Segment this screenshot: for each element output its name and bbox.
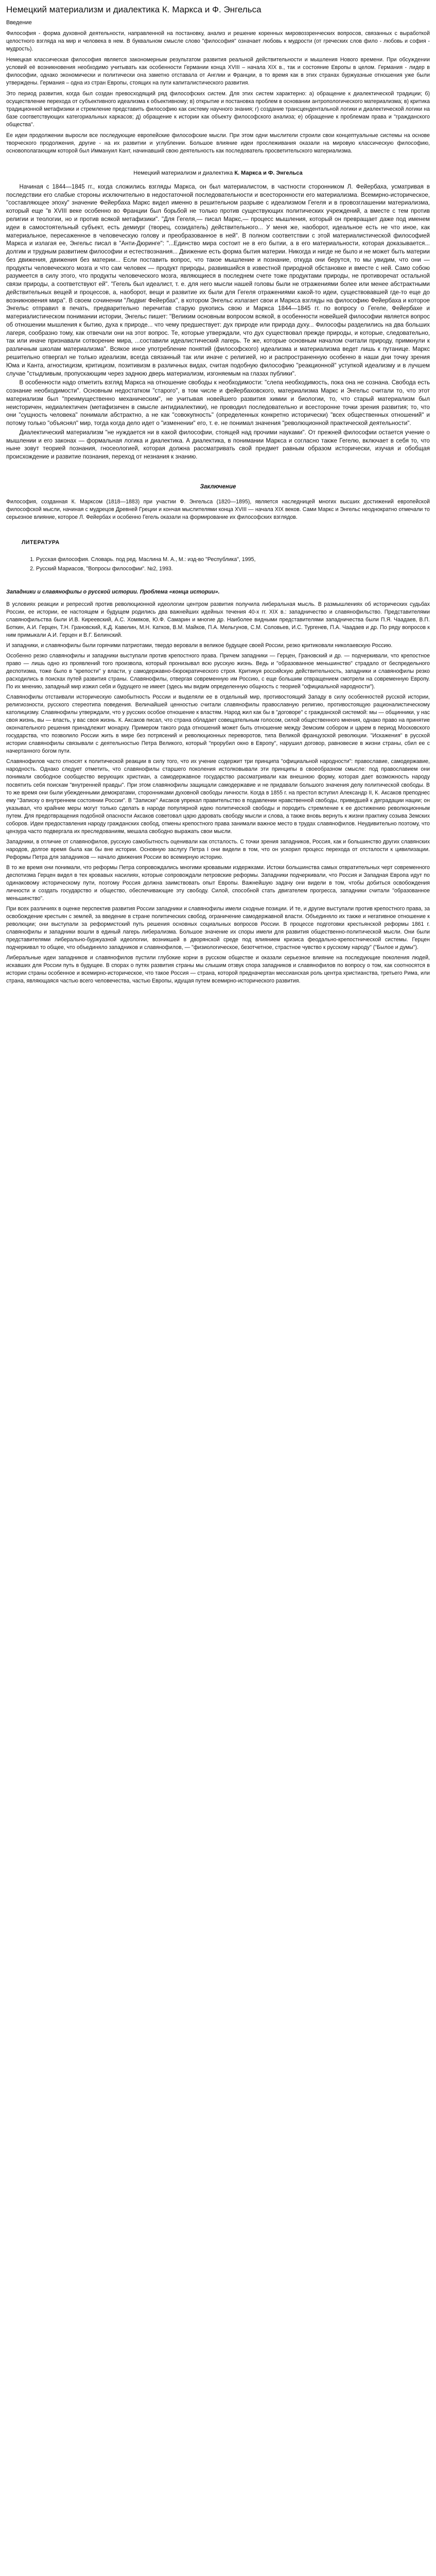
body-paragraph: Славянофилы отстаивали историческую самобытность России и выделяли ее в отдельный мир, противостоящий Западу в силу особенностей русской истории, религиозности, русского стереотипа поведения. Величайшей ценностью считали славянофилы православную религию, противостоящую рационалистическому католицизму. Славянофилы утверждали, что у русских особое отношение к властям. Народ жил как бы в "договоре" с гражданской системой: мы — общинники, у нас своя жизнь, вы — власть, у вас своя жизнь. К. Аксаков писал, что страна обладает совещательным голосом, силой общественного мнения, однако право на принятие окончательного решения принадлежит монарху. Примером такого рода отношений может быть отношение между Земским собором и царем в период Московского государства, что позволило России жить в мире без потрясений и революционных переворотов, типа Великой французской революции. "Искажения" в русской истории славянофилы связывали с деятельностью Петра Великого, который "прорубил окно в Европу", нарушил договор, равновесие в жизни страны, сбил ее с начертанного богом пути. xyxy=(6,694,430,755)
intro-paragraph: Это период развития, когда был создан превосходящий ряд философских систем. Для этих систем характерно: а) обращение к диалектической традиции; б) осуществление перехода от субъективного идеализма к объективному; в) открытие и постановка проблем в основании антропологического материализма; в) критика традиционной метафизики и стремление представить философию как систему научного знания; г) создание трансцендентальной логики и диалектической логики на базе соответствующих категориальных каркасов; д) обращение к истории как объекту философского анализа; е) обращение к проблемам права и "гражданского общества". xyxy=(6,91,430,128)
body-paragraph: Западники, в отличие от славянофилов, русскую самобытность оценивали как отсталость. С точки зрения западников, Россия, как и большинство других славянских народов, долгое время была как бы вне истории. Основную заслугу Петра I они видели в том, что он ускорил процесс перехода от отсталости к цивилизации. Реформы Петра для западников — начало движения России во всемирную историю. xyxy=(6,838,430,860)
intro-paragraph: Немецкая классическая философия является закономерным результатом развития реальной действительности и мышления Нового времени. При обсуждении условий её возникновения необходимо учитывать как особенности Германии конца XVIII – начала XIX в., так и состояние Европы в целом. Германия - лидер в философии, однако экономически и политически она заметно отставала от Англии и Франции, в то время как в этих странах буржуазные отношения уже были утверждены. Германия – одна из стран Европы, стоящих на пути капиталистического развития. xyxy=(6,56,430,87)
literature-item: 2. Русский Мариасов, "Вопросы философии". №2, 1993. xyxy=(36,565,430,573)
body-paragraph: Начиная с 1844—1845 гг., когда сложились взгляды Маркса, он был материалистом, в частности сторонником Л. Фейербаха, усматривая в последствии его слабые стороны исключительно в недостаточной последовательности и всесторонности его материализма. Всемирно-историческое, "составляющее эпоху" значение Фейербаха Маркс видел именно в решительном разрыве с идеализмом Гегеля и в провозглашении материализма, который еще "в XVIII веке особенно во Франции был борьбой не только против существующих политических учреждений, а вместе с тем против религии и теологии, но и против всякой метафизики". "Для Гегеля,— писал Маркс,— процесс мышления, который он превращает даже под именем идеи в самостоятельный субъект, есть демиург (творец, созидатель) действительного... У меня же, наоборот, идеальное есть не что иное, как материальное, пересаженное в человеческую голову и преобразованное в ней". В полном соответствии с этой материалистической философией Маркса и излагая ее, Энгельс писал в "Анти-Дюринге": "...Единство мира состоит не в его бытии, а в его материальности, которая доказывается... долгим и трудным развитием философии и естествознания... Движение есть форма бытия материи. Никогда и нигде не было и не может быть материи без движения, движения без материи... Если поставить вопрос, что такое мышление и познание, откуда они берутся, то мы увидим, что они — продукты человеческого мозга и что сам человек — продукт природы, развившийся в известной природной обстановке и вместе с ней. Само собою разумеется в силу этого, что продукты человеческого мозга, являющиеся в последнем счете тоже продуктами природы, не противоречат остальной связи природы, а соответствуют ей". "Гегель был идеалист, т. е. для него мысли нашей головы были не отражениями более или менее абстрактными действительных вещей и процессов, а, наоборот, вещи и развитие их были для Гегеля отражениями какой-то идеи, существовавшей где-то еще до возникновения мира". В своем сочинении "Людвиг Фейербах", в котором Энгельс излагает свои и Маркса взгляды на философию Фейербаха и которое Энгельс отправил в печать, предварительно перечитав старую рукопись свою и Маркса 1844—1845 гг. по вопросу о Гегеле, Фейербахе и материалистическом понимании истории, Энгельс пишет: "Великим основным вопросом всякой, в особенности новейшей философии является вопрос об отношении мышления к бытию, духа к природе... что чему предшествует: дух природе или природа духу... Философы разделились на два больших лагеря, сообразно тому, как отвечали они на этот вопрос. Те, которые утверждали, что дух существовал прежде природы, и которые, следовательно, так или иначе признавали сотворение мира, ...составили идеалистический лагерь. Те же, которые основным началом считали природу, примкнули к различным школам материализма". Всякое иное употребление понятий (философского) идеализма и материализма ведет лишь к путанице. Маркс решительно отвергал не только идеализм, всегда связанный так или иначе с религией, но и распространенную особенно в наши дни точку зрения Юма и Канта, агностицизм, критицизм, позитивизм в различных видах, считая подобную философию "реакционной" уступкой идеализму и в лучшем случае "стыдливым, пропускающим через заднюю дверь материализм, изгоняемым на глазах публики". xyxy=(6,183,430,377)
body-paragraph: Либеральные идеи западников и славянофилов пустили глубокие корни в русском обществе и оказали серьезное влияние на последующие поколения людей, искавших для России путь в будущее. В спорах о путях развития страны мы слышим отзвук спора западников и славянофилов по вопросу о том, как соотносятся в истории страны особенное и всемирно-историческое, что такое Россия — страна, которой предначертан мессианская роль центра христианства, третьего Рима, или страна, являющаяся частью всего человечества, частью Европы, идущая путем всемирно-исторического развития. xyxy=(6,955,430,985)
body-paragraph: В то же время они понимали, что реформы Петра сопровождались многими кровавыми издержками. Истоки большинства самых отвратительных черт современного деспотизма Герцен видел в тех кровавых насилиях, которые сопровождали петровские реформы. Западники подчеркивали, что Россия и Западная Европа идут по одинаковому историческому пути, поэтому Россия должна заимствовать опыт Европы. Важнейшую задачу они видели в том, чтобы добиться освобождения личности и создать государство и общество, обеспечивающие эту свободу. Силой, способной стать двигателем прогресса, западники считали "образованное меньшинство". xyxy=(6,864,430,902)
conclusion-heading: Заключение xyxy=(200,483,236,490)
literature-heading: ЛИТЕРАТУРА xyxy=(22,539,60,546)
body-paragraph: Диалектический материализм "не нуждается ни в какой философии, стоящей над прочими науками". От прежней философии остается учение о мышлении и его законах — формальная логика и диалектика. А диалектика, в понимании Маркса и согласно также Гегелю, включает в себя то, что ныне зовут теорией познания, гносеологией, которая должна рассматривать свой предмет равным образом исторически, изучая и обобщая происхождение и развитие познания, переход от незнания к знанию. xyxy=(6,429,430,461)
body-paragraph: Славянофилов часто относят к политической реакции в силу того, что их учение содержит три принципа "официальной народности": православие, самодержавие, народность. Однако следует отметить, что славянофилы старшего поколения истолковывали эти принципы в своеобразном смысле: под православием они понимали свободное сообщество верующих христиан, а самодержавное государство рассматривали как внешнюю форму, которая дает возможность народу посвятить себя поискам "внутренней правды". При этом славянофилы защищали самодержавие и не придавали большого значения делу политической свободы. В то же время они были убежденными демократами, сторонниками духовной свободы личности. Когда в 1855 г. на престол вступил Александр II, К. Аксаков преподнес ему "Записку о внутреннем состоянии России". В "Записке" Аксаков упрекал правительство в подавлении нравственной свободы, приведшей к деградации нации; он указывал, что крайние меры могут только сделать в народе популярной идею политической свободы и породить стремление к ее достижению революционным путем. Для предотвращения подобной опасности Аксаков советовал царю даровать свободу мысли и слова, а также вновь вернуть к жизни практику созыва Земских соборов. Идеи предоставления народу гражданских свобод, отмены крепостного права занимали важное место в трудах славянофилов. Неудивительно поэтому, что цензура часто подвергала их преследованиям, мешала свободно выражать свои мысли. xyxy=(6,758,430,835)
body-paragraph: И западники, и славянофилы были горячими патриотами, твердо веровали в великое будущее своей России, резко критиковали николаевскую Россию. xyxy=(6,642,393,649)
intro-section xyxy=(6,19,430,155)
literature-item: 1. Русская философия. Словарь. под ред. Маслина М. А., М.: изд-во "Республика", 1995, xyxy=(36,556,430,564)
section-title xyxy=(6,170,430,178)
intro-paragraph: Философия - форма духовной деятельности, направленной на постановку, анализ и решение коренных мировоззренческих вопросов, связанных с выработкой целостного взгляда на мир и человека в нем. В буквальном смысле слово "философия" означает любовь к мудрости (от греческих слов фило - любовь и софия - мудрость). xyxy=(6,30,430,52)
intro-heading: Введение xyxy=(6,20,32,26)
body-paragraph: При всех различиях в оценке перспектив развития России западники и славянофилы имели сходные позиции. И те, и другие выступали против крепостного права, за освобождение крестьян с землей, за введение в стране политических свобод, ограничение самодержавной власти. Объединяло их также и негативное отношение к революции; они выступали за реформистский путь решения основных социальных вопросов России. В процессе подготовки крестьянской реформы 1861 г. славянофилы и западники вошли в единый лагерь либерализма. Большое значение их споры имели для развития общественно-политической мысли. Они были представителями либерально-буржуазной идеологии, возникшей в дворянской среде под влиянием кризиса феодально-крепостнической системы. Герцен подчеркивал то общее, что объединяло западников и славянофилов, — "физиологическое, безотчетное, страстное чувство к русскому народу" ("Былое и думы"). xyxy=(6,905,430,951)
page-title: Немецкий материализм и диалектика К. Маркса и Ф. Энгельса xyxy=(6,5,261,14)
intro-paragraph: Ее идеи продолжении выросли все последующие европейские философские мысли. При этом одни мыслители строили свои концептуальные системы на основе творческого продолжения, другие - на их развитии и углублении. Большое влияние идеи прослеживания оказали на мировую классическую философию, основополагающим которой был Иммануил Кант, начинавший свою деятельность как последователь просветительского материализма. xyxy=(6,132,430,155)
conclusion-paragraph: Философия, созданная К. Марксом (1818—1883) при участии Ф. Энгельса (1820—1895), является наследницей многих высших достижений европейской философской мысли, начиная с мудрецов Древней Греции и кончая мыслителями конца XVIII — начала XIX веков. Сами Маркс и Энгельс неоднократно отмечали то серьезное влияние, которое Л. Фейербах и особенно Гегель оказали на формирование их философских взглядов. xyxy=(6,499,430,521)
marx-engels-section xyxy=(6,170,430,461)
body-paragraph: Особенно резко славянофилы и западники выступали против крепостного права. Причем западники — Герцен, Грановский и др. — подчеркивали, что крепостное право — лишь одно из проявлений того произвола, который пронизывал всю русскую жизнь. Ведь и "образованное меньшинство" страдало от беспредельного деспотизма, тоже было в "крепости" у власти, у самодержавно-бюрократического строя. Критикуя российскую действительность, западники и славянофилы резко расходились в поисках путей развития страны. Славянофилы, отвергая современную им Россию, с еще большим отвращением смотрели на современную Европу. По их мнению, западный мир изжил себя и будущего не имеет (здесь мы видим определенную общность с теорией "официальной народности"). xyxy=(6,653,430,690)
literature-list xyxy=(6,556,430,573)
document-page xyxy=(0,0,436,985)
section-title-prefix: Немецкий материализм и диалектика xyxy=(133,170,233,177)
westernizers-slavophiles-section xyxy=(6,588,430,985)
section-title-names: К. Маркса и Ф. Энгельса xyxy=(234,170,303,177)
body-paragraph: В особенности надо отметить взгляд Маркса на отношение свободы к необходимости: "слепа необходимость, пока она не сознана. Свобода есть сознание необходимости". Основным недостатком "старого", в том числе и фейербаховского, материализма Маркс и Энгельс считали то, что этот материализм был "преимущественно механическим", не учитывая новейшего развития химии и биологии, то, что старый материализм был неисторичен, недиалектичен (метафизичен в смысле антидиалектики), не проводил последовательно и всесторонне точки зрения развития; то, что они "сущность человека" понимали абстрактно, а не как "совокупность" (определенных конкретно исторически) "всех общественных отношений" и потому только "объяснял" мир, тогда когда дело идет о "изменении" его, т. е. не понимал значения "революционной практической деятельности". xyxy=(6,379,430,427)
literature-section xyxy=(6,539,430,573)
body-paragraph: В условиях реакции и репрессий против революционной идеологии центром развития получила либеральная мысль. В размышлениях об исторических судьбах России, ее истории, ее настоящем и будущем родились два важнейших идейных течения 40-х гг. XIX в.: западничество и славянофильство. Представителями славянофильства были И.В. Киреевский, А.С. Хомяков, Ю.Ф. Самарин и многие др. Наиболее видными представителями западничества были П.Я. Чаадаев, В.П. Боткин, А.И. Герцен, Т.Н. Грановский, К.Д. Кавелин, М.Н. Катков, В.М. Майков, П.А. Мельгунов, С.М. Соловьев, И.С. Тургенев, П.А. Чаадаев и др. По ряду вопросов к ним примыкали А.И. Герцен и В.Г. Белинский. xyxy=(6,601,430,638)
conclusion-section xyxy=(6,483,430,521)
section-heading: Западники и славянофилы о русской истории. Проблема «конца истории». xyxy=(6,589,220,596)
